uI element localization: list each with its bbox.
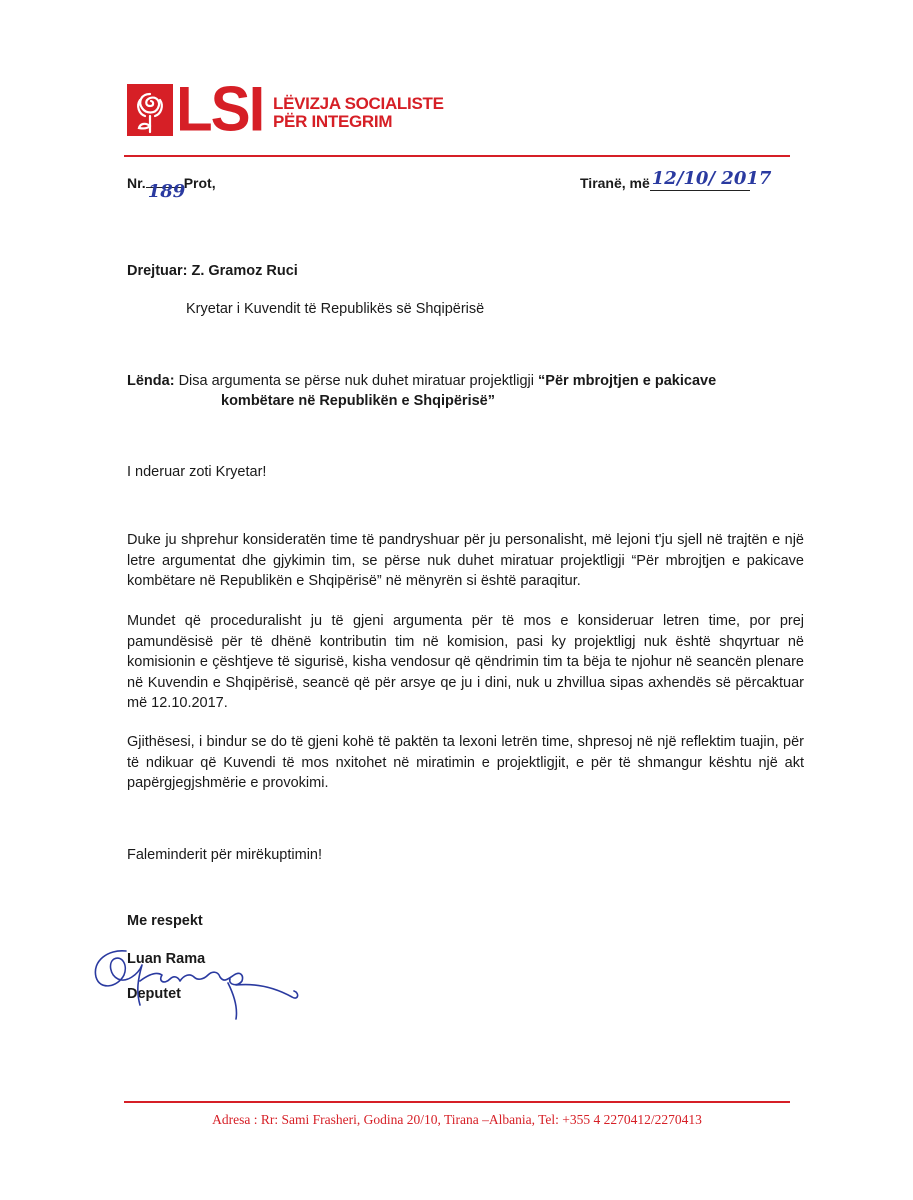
subject-text: Disa argumenta se përse nuk duhet miratuar projektligji: [178, 373, 534, 389]
recipient-title: Kryetar i Kuvendit të Republikës së Shqipërisë: [186, 301, 485, 317]
nr-label: Nr.: [127, 175, 146, 191]
body-paragraph-2: Mundet që proceduralisht ju të gjeni argumenta për të mos e konsideruar letren time, por prej pamundësisë për të dhënë kontributin tim në komision, pasi ky projektligj nuk është shqyrtuar në komisionin e çështjeve të sigurisë, kisha vendosur që qëndrimin tim ta bëja te njohur në seancën plenare në Kuvendin e Shqipërisë, seancë që për arsye qe ju i dini, nuk u zhvillua sipas axhendës së përcaktuar më 12.10.2017.: [127, 613, 804, 711]
rose-icon: [127, 84, 173, 136]
protocol-number: [127, 175, 216, 202]
org-line-2: PËR INTEGRIM: [273, 112, 393, 131]
date-handwritten-value: 12/10/ 2017: [651, 168, 772, 189]
header-divider: [124, 155, 790, 157]
subject-title-part1: “Për mbrojtjen e pakicave: [538, 373, 717, 389]
closing-regards: Me respekt: [127, 913, 203, 929]
signatory-role: Deputet: [127, 986, 181, 1002]
subject-label: Lënda:: [127, 373, 175, 389]
subject-line: [127, 371, 716, 391]
body-paragraph-1: Duke ju shprehur konsideratën time të pandryshuar për ju personalisht, më lejoni t'ju sjell në trajtën e një letre argumentat dhe gjykimin tim, se përse nuk duhet miratuar projektligji “Për mbrojtjen e pakicave kombëtare në Republikën e Shqipërisë” në mënyrën si është paraqitur.: [127, 532, 804, 589]
nr-blank: [146, 181, 186, 202]
body-paragraph-3: Gjithësesi, i bindur se do të gjeni kohë të paktën ta lexoni letrën time, shpresoj në një reflektim tuajin, për të ndikuar që Kuvendi të mos nxitohet në miratimin e projektligjit, e për të shmangur kështu një akt papërgjegjshmërie e provokimi.: [127, 734, 804, 791]
greeting: I nderuar zoti Kryetar!: [127, 464, 267, 480]
subject-title-part2: kombëtare në Republikën e Shqipërisë”: [221, 393, 495, 409]
closing-thanks: Faleminderit për mirëkuptimin!: [127, 847, 323, 863]
logo-text: LSI: [176, 73, 264, 145]
date-blank: [650, 168, 772, 191]
logo-rose-mark: [127, 84, 173, 136]
footer-divider: [124, 1101, 790, 1103]
organization-name: [273, 95, 444, 131]
footer-address: Adresa : Rr: Sami Frasheri, Godina 20/10, Tirana –Albania, Tel: +355 4 2270412/2270413: [212, 1112, 702, 1127]
place-label: Tiranë, më: [580, 175, 650, 191]
prot-label: Prot,: [183, 175, 216, 191]
nr-handwritten-value: 189: [147, 181, 186, 202]
org-line-1: LËVIZJA SOCIALISTE: [273, 94, 444, 113]
signatory-name: Luan Rama: [127, 951, 206, 967]
recipient-line: Drejtuar: Z. Gramoz Ruci: [127, 263, 298, 279]
handwritten-signature: [78, 935, 308, 1025]
letter-date: [580, 168, 772, 191]
